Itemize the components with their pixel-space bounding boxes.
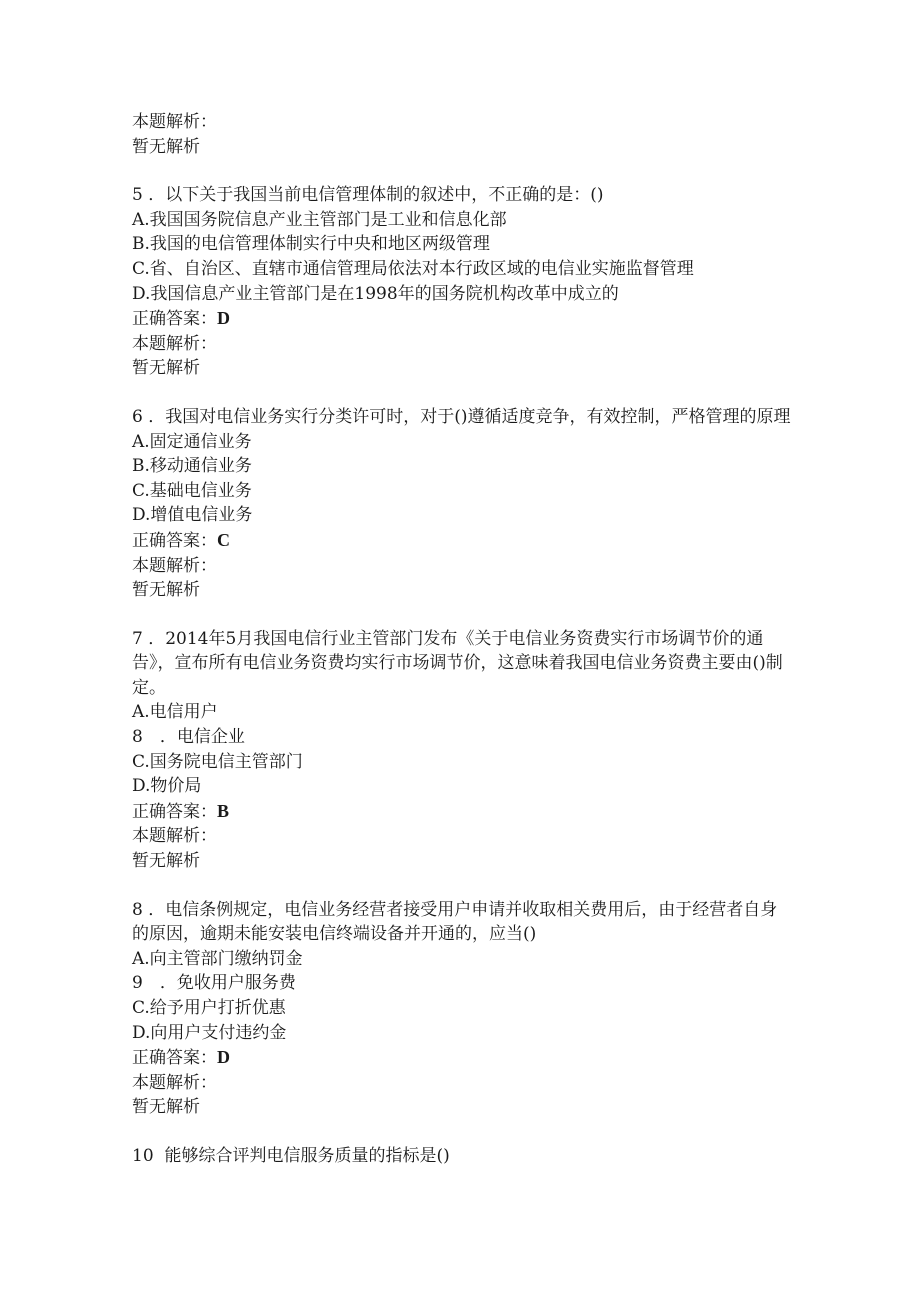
question-text: ．以下关于我国当前电信管理体制的叙述中，不正确的是：() [148,185,604,206]
option-a: A.向主管部门缴纳罚金 [132,948,303,969]
analysis-text: 暂无解析 [132,851,200,872]
option-c: C.给予用户打折优惠 [132,998,286,1018]
question-number: 6 [132,406,143,427]
answer-label: 正确答案： [132,801,217,822]
question-text: ．2014年5月我国电信行业主管部门发布《关于电信业务资费实行市场调节价的通告》，宣布所有电信业务资费均实行市场调节价，这意味着我国电信业务资费主要由()制定。 [132,628,783,698]
answer-line [132,306,792,332]
option-a: A.电信用户 [132,702,218,723]
answer-line [132,1045,792,1071]
question-text: ．电信条例规定，电信业务经营者接受用户申请并收取相关费用后，由于经营者自身的原因，逾期未能安装电信终端设备并开通的，应当() [132,899,778,945]
option-b: B.我国的电信管理体制实行中央和地区两级管理 [132,234,490,255]
answer-label: 正确答案： [132,1048,217,1069]
question-block [132,898,792,1120]
question-block [132,627,792,874]
analysis-label: 本题解析： [132,555,217,576]
question-block [132,405,792,603]
document-page [132,110,792,1193]
analysis-label: 本题解析： [132,826,217,847]
question-number: 5 [132,185,143,206]
analysis-label: 本题解析： [132,112,217,132]
question-title [132,1144,792,1169]
analysis-text: 暂无解析 [132,580,200,601]
option-d: D.我国信息产业主管部门是在1998年的国务院机构改革中成立的 [132,283,619,304]
answer-label: 正确答案： [132,309,217,330]
analysis-text: 暂无解析 [132,136,200,157]
question-title [132,627,792,701]
question-number: 10 [132,1145,154,1166]
analysis-text: 暂无解析 [132,1097,200,1118]
question-title [132,405,792,430]
option-d: D.物价局 [132,776,202,797]
question-text: 能够综合评判电信服务质量的指标是() [164,1145,450,1166]
option-b: 9 ．免收用户服务费 [132,973,296,994]
analysis-label: 本题解析： [132,333,217,354]
option-a: A.我国国务院信息产业主管部门是工业和信息化部 [132,209,507,230]
answer-value: D [217,308,230,329]
answer-value: B [217,800,230,821]
analysis-text: 暂无解析 [132,358,200,379]
answer-line [132,799,792,825]
question-number: 7 [132,628,143,649]
option-c: C.基础电信业务 [132,480,252,501]
option-b: 8 ．电信企业 [132,727,245,748]
option-c: C.省、自治区、直辖市通信管理局依法对本行政区域的电信业实施监督管理 [132,258,694,279]
question-text: ．我国对电信业务实行分类许可时，对于()遵循适度竞争，有效控制，严格管理的原理 [148,406,791,427]
intro-block [132,110,792,159]
answer-value: C [217,529,230,550]
question-number: 8 [132,899,143,920]
option-d: D.增值电信业务 [132,505,253,526]
answer-value: D [217,1047,230,1068]
option-b: B.移动通信业务 [132,456,252,477]
question-title [132,898,792,947]
option-c: C.国务院电信主管部门 [132,751,303,772]
answer-label: 正确答案： [132,530,217,551]
question-block [132,1144,792,1169]
option-a: A.固定通信业务 [132,431,252,452]
analysis-label: 本题解析： [132,1072,217,1093]
answer-line [132,528,792,554]
question-block [132,183,792,381]
option-d: D.向用户支付违约金 [132,1022,287,1043]
question-title [132,183,792,208]
